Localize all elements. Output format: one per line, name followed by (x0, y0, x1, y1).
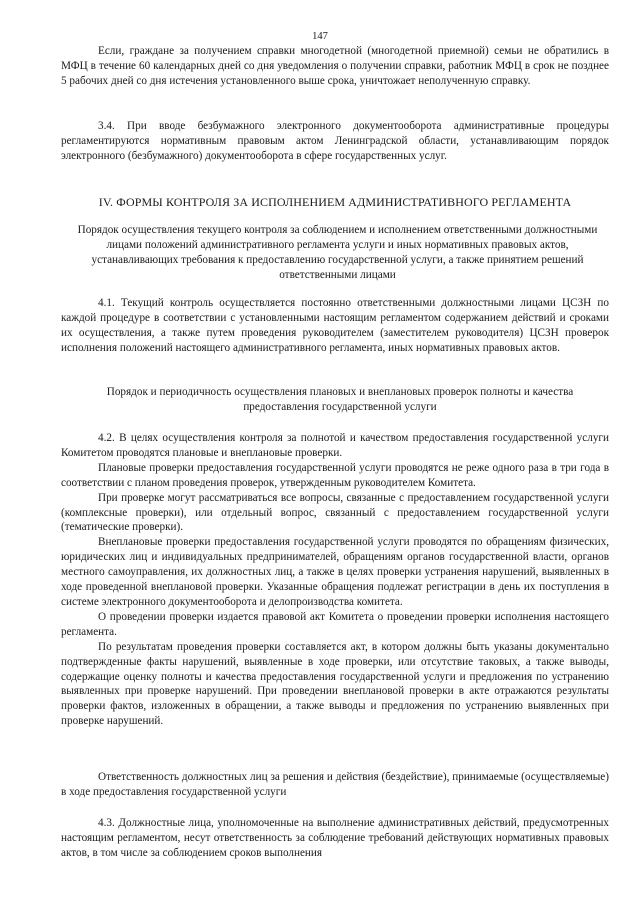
paragraph-4-3: 4.3. Должностные лица, уполномоченные на выполнение административных действий, предусмотренных настоящим регламентом, несут ответственность за соблюдение требований действующих нормативных правовых актов, в том числе за соблюдением сроков выполнения (61, 817, 609, 859)
subheading-responsibility: Ответственность должностных лиц за решения и действия (бездействие), принимаемые (осуществляемые) в ходе предоставления государственной услуги (61, 771, 609, 798)
paragraph-inspection-scope: При проверке могут рассматриваться все вопросы, связанные с предоставлением государственной услуги (комплексные проверки), или отдельный вопрос, связанный с предоставлением государственной услуги (тематические проверки). (61, 491, 609, 534)
subheading-current-control: Порядок осуществления текущего контроля за соблюдением и исполнением ответственными должностными лицами положений административного регламента услуги и иных нормативных правовых актов, устанавливающих требования к предоставлению государственной услуги, а также принятием решений ответственными лицами (77, 224, 598, 281)
paragraph-4-1: 4.1. Текущий контроль осуществляется постоянно ответственными должностными лицами ЦСЗН по каждой процедуре в соответствии с установленными настоящим регламентом содержанием действий и сроками их осуществления, а также путем проведения руководителем (заместителем руководителя) ЦСЗН проверок исполнения положений настоящего административного регламента, иных нормативных правовых актов. (61, 297, 609, 354)
paragraph-unplanned-inspections: Внеплановые проверки предоставления государственной услуги проводятся по обращениям физических, юридических лиц и индивидуальных предпринимателей, обращениям органов государственной власти, органов местного самоуправления, их должностных лиц, а также в целях проверки устранения нарушений, выявленных в ходе проведенной внеплановой проверки. Указанные обращения подлежат регистрации в день их поступления в системе электронного документооборота и делопроизводства комитета. (61, 536, 609, 608)
subheading-inspections: Порядок и периодичность осуществления плановых и внеплановых проверок полноты и качества предоставления государственной услуги (106, 386, 574, 413)
paragraph-inspection-results: По результатам проведения проверки составляется акт, в котором должны быть указаны документально подтвержденные факты нарушений, выявленные в ходе проверки, или отсутствие таковых, а также выводы, содержащие оценку полноты и качества предоставления государственной услуги и предложения по устранению выявленных при проверке нарушений. При проведении внеплановой проверки в акте отражаются результаты проверки фактов, изложенных в обращении, а также выводы и предложения по устранению выявленных при проверке нарушений. (61, 640, 609, 728)
paragraph-mfc-certificate: Если, граждане за получением справки многодетной (многодетной приемной) семьи не обратились в МФЦ в течение 60 календарных дней со дня уведомления о получении справки, работник МФЦ в срок не позднее 5 рабочих дней со дня истечения установленного выше срока, уничтожает неполученную справку. (61, 45, 609, 87)
inspections-section (61, 431, 609, 729)
paragraph-planned-inspections: Плановые проверки предоставления государственной услуги проводятся не реже одного раза в три года в соответствии с планом проведения проверок, утвержденным руководителем Комитета. (61, 461, 609, 489)
page-number: 147 (312, 31, 328, 42)
paragraph-legal-act: О проведении проверки издается правовой акт Комитета о проведении проверки исполнения настоящего регламента. (61, 610, 609, 638)
paragraph-4-2: 4.2. В целях осуществления контроля за полнотой и качеством предоставления государственной услуги Комитетом проводятся плановые и внеплановые проверки. (61, 432, 609, 459)
section-heading: IV. ФОРМЫ КОНТРОЛЯ ЗА ИСПОЛНЕНИЕМ АДМИНИСТРАТИВНОГО РЕГЛАМЕНТА (98, 195, 572, 209)
paragraph-3-4: 3.4. При вводе безбумажного электронного документооборота административные процедуры регламентируются нормативным правовым актом Ленинградской области, устанавливающим порядок электронного (безбумажного) документооборота в сфере государственных услуг. (61, 120, 609, 162)
